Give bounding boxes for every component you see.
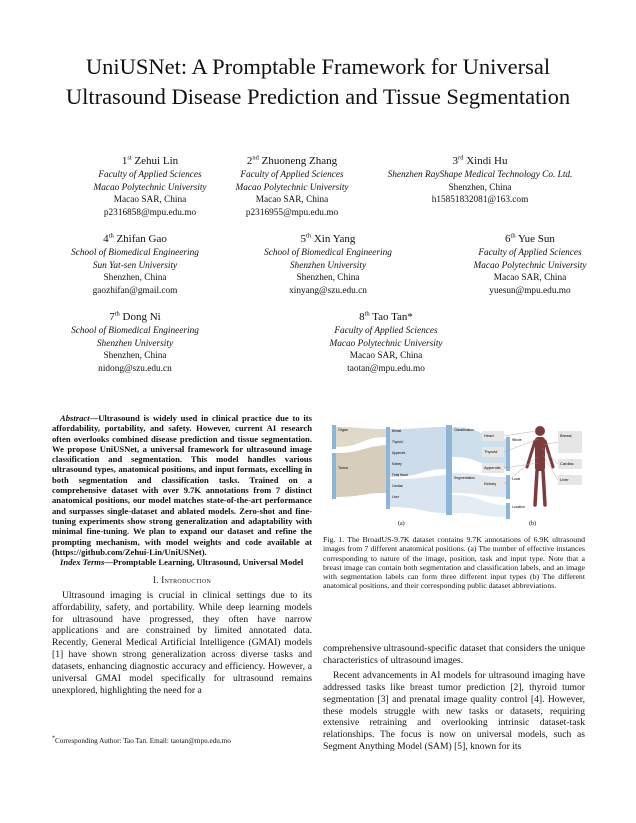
sankey-label: Classification [454,428,474,432]
author-affiliation: Faculty of Applied Sciences [478,248,582,258]
author-affiliation: Macao Polytechnic University [93,182,207,193]
figure-svg [322,417,586,529]
body-label: Appendix [484,465,501,470]
author-email: gaozhifan@gmail.com [92,285,178,296]
body-label: Cardiac [560,461,574,466]
sankey-node [506,503,510,519]
right-column [323,643,585,753]
author-card-3 [360,154,600,207]
author-affiliation: School of Biomedical Engineering [264,248,392,258]
author-location: Macao SAR, China [255,195,329,206]
author-affiliation: Shenzhen University [96,338,174,349]
sankey-label: Location [512,505,525,509]
sankey-label: Kidney [392,462,402,466]
author-affiliation: Macao Polytechnic University [235,182,349,193]
author-name: 1st Zehui Lin [121,154,179,167]
paragraph: comprehensive ultrasound-specific dataset that considers the unique characteristics of ultrasound images. [323,643,585,666]
author-email: yuesun@mpu.edu.mo [489,285,571,296]
intro-left-text [52,590,312,697]
figure-label-b: (b) [529,521,536,527]
author-name: 6th Yue Sun [505,232,555,245]
author-location: Shenzhen, China [448,182,512,193]
footnote: *Corresponding Author: Tao Tan. Email: taotan@mpu.edu.mo [52,735,231,745]
abstract-text: —Ultrasound is widely used in clinical practice due to its affordability, portability, and safety. However, current AI research often overlooks combined disease prediction and tissue segmentation. We propose UniUSNet, a universal framework for ultrasound image classification and segmentation. This model handles various ultrasound types, anatomical positions, and input formats, excelling in both segmentation and classification tasks. Trained on a comprehensive dataset with over 9.7K annotations from 7 distinct anatomical positions, our model matches state-of-the-art performance and surpasses single-dataset and ablated models. Zero-shot and fine-tuning experiments show strong generalization and adaptability with minimal fine-tuning. We plan to expand our dataset and refine the prompting mechanism, with model weights and code available at (https://github.com/Zehui-Lin/UniUSNet). [52,413,312,557]
footnote-text: Corresponding Author: Tao Tan. Email: taotan@mpu.edu.mo [55,737,231,745]
author-affiliation: Faculty of Applied Sciences [240,170,344,180]
paragraph: Recent advancements in AI models for ultrasound imaging have addressed tasks like breast tumor prediction [2], thyroid tumor segmentation [3] and prenatal image quality control [4]. However, these models struggle with new tasks or datasets, requiring extensive retraining and overlooking intrinsic dataset-task relationships. The focus is now on universal models, such as Segment Anything Model (SAM) [5], known for its [323,669,585,753]
figure-caption: Fig. 1. The BroadUS-9.7K dataset contains 9.7K annotations of 6.9K ultrasound images from 7 different anatomical positions. (a) The number of effective instances corresponding to nature of the image, position, task and input type. Note that a breast image can contain both segmentation and classification labels, and an image with segmentation labels can form three different input types (b) The different anatomical positions, and their corresponding public dataset abbreviations. [323,535,585,591]
author-email: p2316955@mpu.edu.mo [245,207,339,218]
author-affiliation: Shenzhen RayShape Medical Technology Co. Ltd. [387,170,573,180]
figure-1 [322,417,586,529]
author-name: 2nd Zhuoneng Zhang [246,154,338,167]
author-email: xinyang@szu.edu.cn [289,285,367,296]
body-label: Liver [560,477,569,482]
author-affiliation: Macao Polytechnic University [473,260,587,271]
author-location: Macao SAR, China [113,195,187,206]
left-column [52,413,312,697]
author-location: Shenzhen, China [103,351,167,362]
author-email: nidong@szu.edu.cn [98,363,172,374]
author-name: 3rd Xindi Hu [452,154,508,167]
sankey-node [506,475,510,499]
author-card-6 [420,232,636,297]
author-card-4 [25,232,245,297]
body-label: Kidney [484,481,497,486]
sankey-node [386,427,390,509]
author-affiliation: School of Biomedical Engineering [71,248,199,258]
author-affiliation: Faculty of Applied Sciences [98,170,202,180]
sankey-label: Appendix [392,451,406,455]
figure-label-a: (a) [398,521,405,527]
sankey-label: Fetal Head [392,473,408,477]
paragraph: Ultrasound imaging is crucial in clinical settings due to its affordability, safety, and portability. While deep learning models for ultrasound have progressed, they often have narrow applications and are constrained by limited annotated data. Recently, General Medical Artificial Intelligence (GMAI) models [1] have shown strong generalization across diverse tasks and datasets, enhancing diagnostic accuracy and efficiency. However, a universal GMAI model specifically for ultrasound remains unexplored, highlighting the need for a [52,589,312,696]
author-location: Shenzhen, China [103,273,167,284]
body-label: Thyroid [484,449,498,454]
paper-title: UniUSNet: A Promptable Framework for Universal Ultrasound Disease Prediction and Tissue Segmentation [65,54,571,109]
author-email: taotan@mpu.edu.mo [347,363,425,374]
author-location: Shenzhen, China [296,273,360,284]
sankey-label: Tumor [338,466,349,470]
abstract-label: Abstract [60,413,90,423]
sankey-label: Cardiac [392,484,403,488]
sankey-node [506,437,510,471]
sankey-label: Segmentation [454,476,475,480]
sankey-label: Local [512,477,521,481]
author-email: h15851832081@163.com [431,195,529,206]
sankey-label: Liver [392,495,399,499]
author-card-5 [218,232,438,297]
author-card-7 [25,310,245,375]
author-name: 8th Tao Tan* [359,310,413,323]
author-name: 7th Dong Ni [109,310,161,323]
sankey-label: Breast [392,429,402,433]
author-location: Macao SAR, China [349,351,423,362]
sankey-node [332,453,336,499]
sankey-label: Thyroid [392,440,403,444]
sankey-node [446,425,452,515]
author-affiliation: Faculty of Applied Sciences [334,326,438,336]
author-name: 4th Zhifan Gao [103,232,167,245]
author-affiliation: Sun Yat-sen University [92,260,178,271]
body-label: Breast [560,433,572,438]
body-label: Head [484,433,494,438]
index-terms [52,557,312,567]
author-affiliation: Shenzhen University [289,260,367,271]
sankey-label: Organ [338,428,348,432]
author-affiliation: School of Biomedical Engineering [71,326,199,336]
index-terms-text: —Promptable Learning, Ultrasound, Universal Model [104,557,304,568]
author-email: p2316858@mpu.edu.mo [103,207,197,218]
head-shape [535,426,545,436]
section-heading: I. Introduction [152,575,212,586]
author-affiliation: Macao Polytechnic University [329,338,443,349]
index-terms-label: Index Terms [60,557,105,568]
author-card-8 [276,310,496,375]
sankey-label: Whole [512,438,522,442]
author-name: 5th Xin Yang [300,232,356,245]
abstract [52,413,312,557]
author-location: Macao SAR, China [493,273,567,284]
sankey-node [332,425,336,449]
torso-shape [535,437,545,471]
